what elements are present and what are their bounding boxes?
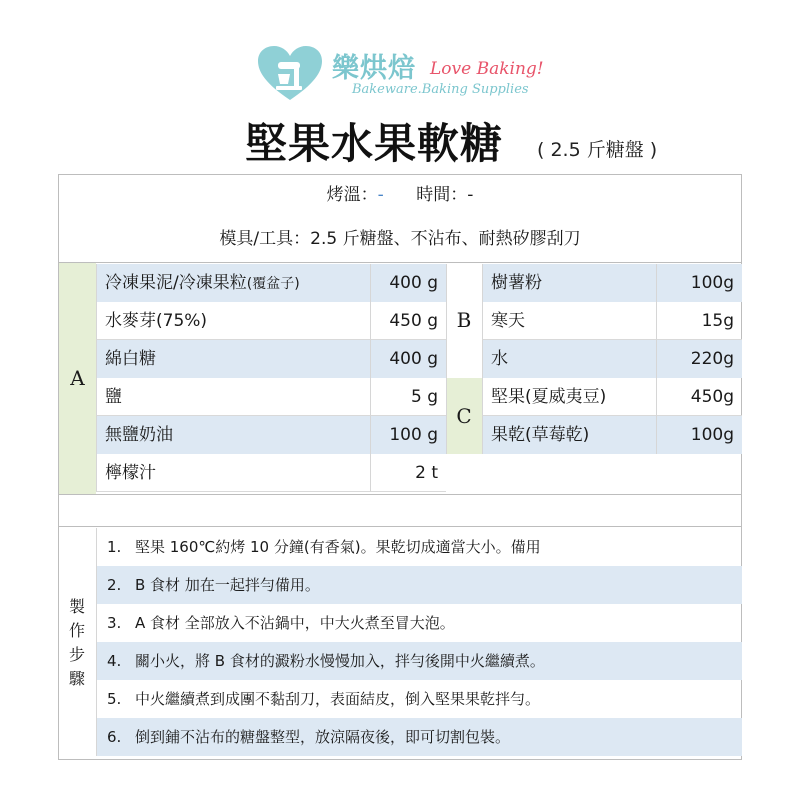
ingredient-qty: 400 g [370,264,446,302]
ingredient-name [96,264,370,302]
ingredient-qty: 100g [656,416,742,454]
brand-tagline: Love Baking! [430,59,544,79]
brand-logo [256,42,576,102]
step-number: 3. [107,614,122,632]
step-number: 6. [107,728,122,746]
ingredient-qty: 400 g [370,340,446,378]
ingredient-name: 堅果(夏威夷豆) [482,378,656,416]
ingredient-note: (覆盆子) [246,276,300,292]
steps-label-char: 步 [68,645,85,664]
step-item [96,718,742,756]
step-text: 倒到鋪不沾布的糖盤整型，放涼隔夜後，即可切割包裝。 [135,728,511,746]
step-number: 2. [107,576,122,594]
step-item [96,566,742,604]
step-text: A 食材 全部放入不沾鍋中，中大火煮至冒大泡。 [135,614,455,632]
bake-info [58,176,742,214]
step-text: B 食材 加在一起拌勻備用。 [135,576,320,594]
brand-subtitle: Bakeware.Baking Supplies [352,82,529,97]
steps-label-char: 驟 [68,669,85,688]
ingredient-name: 無鹽奶油 [96,416,370,454]
ingredient-qty: 220g [656,340,742,378]
temp-value: - [377,185,384,205]
group-c-label: C [456,404,472,428]
ingredient-name: 水麥芽(75%) [96,302,370,340]
step-text: 關小火，將 B 食材的澱粉水慢慢加入，拌勻後開中火繼續煮。 [135,652,545,670]
time-value: - [467,185,474,205]
brand-name: 樂烘焙 [332,53,416,84]
steps-label-char: 製 [68,597,85,616]
ingredient-name: 樹薯粉 [482,264,656,302]
ingredient-qty: 450g [656,378,742,416]
ingredient-name-text: 冷凍果泥/冷凍果粒 [105,273,247,293]
step-number: 5. [107,690,122,708]
recipe-subtitle: ( 2.5 斤糖盤 ) [537,139,658,161]
title-row [0,116,800,172]
ingredient-name: 果乾(草莓乾) [482,416,656,454]
ingredient-qty: 15g [656,302,742,340]
step-text: 中火繼續煮到成團不黏刮刀，表面結皮，倒入堅果果乾拌勻。 [135,690,541,708]
temp-label: 烤溫： [326,185,378,205]
divider [58,526,742,527]
ingredient-qty: 100g [656,264,742,302]
step-number: 1. [107,538,122,556]
ingredient-name: 水 [482,340,656,378]
ingredient-qty: 450 g [370,302,446,340]
time-label: 時間： [416,185,468,205]
group-a-label: A [70,366,85,390]
heart-mixer-icon [256,44,324,102]
step-item [96,528,742,566]
recipe-title: 堅果水果軟糖 [245,119,504,168]
ingredient-qty: 5 g [370,378,446,416]
steps-label-char: 作 [68,621,85,640]
ingredient-name: 鹽 [96,378,370,416]
step-text: 堅果 160℃約烤 10 分鐘(有香氣)。果乾切成適當大小。備用 [135,538,541,556]
ingredient-qty: 100 g [370,416,446,454]
step-number: 4. [107,652,122,670]
ingredient-name: 檸檬汁 [96,454,370,492]
steps-label [58,528,96,760]
step-item [96,642,742,680]
step-item [96,604,742,642]
ingredient-name: 綿白糖 [96,340,370,378]
divider [58,262,742,263]
divider [58,494,742,495]
ingredient-name: 寒天 [482,302,656,340]
group-b-label: B [456,308,472,332]
tools-info: 模具/工具：2.5 斤糖盤、不沾布、耐熱矽膠刮刀 [219,229,581,249]
ingredient-qty: 2 t [370,454,446,492]
step-item [96,680,742,718]
